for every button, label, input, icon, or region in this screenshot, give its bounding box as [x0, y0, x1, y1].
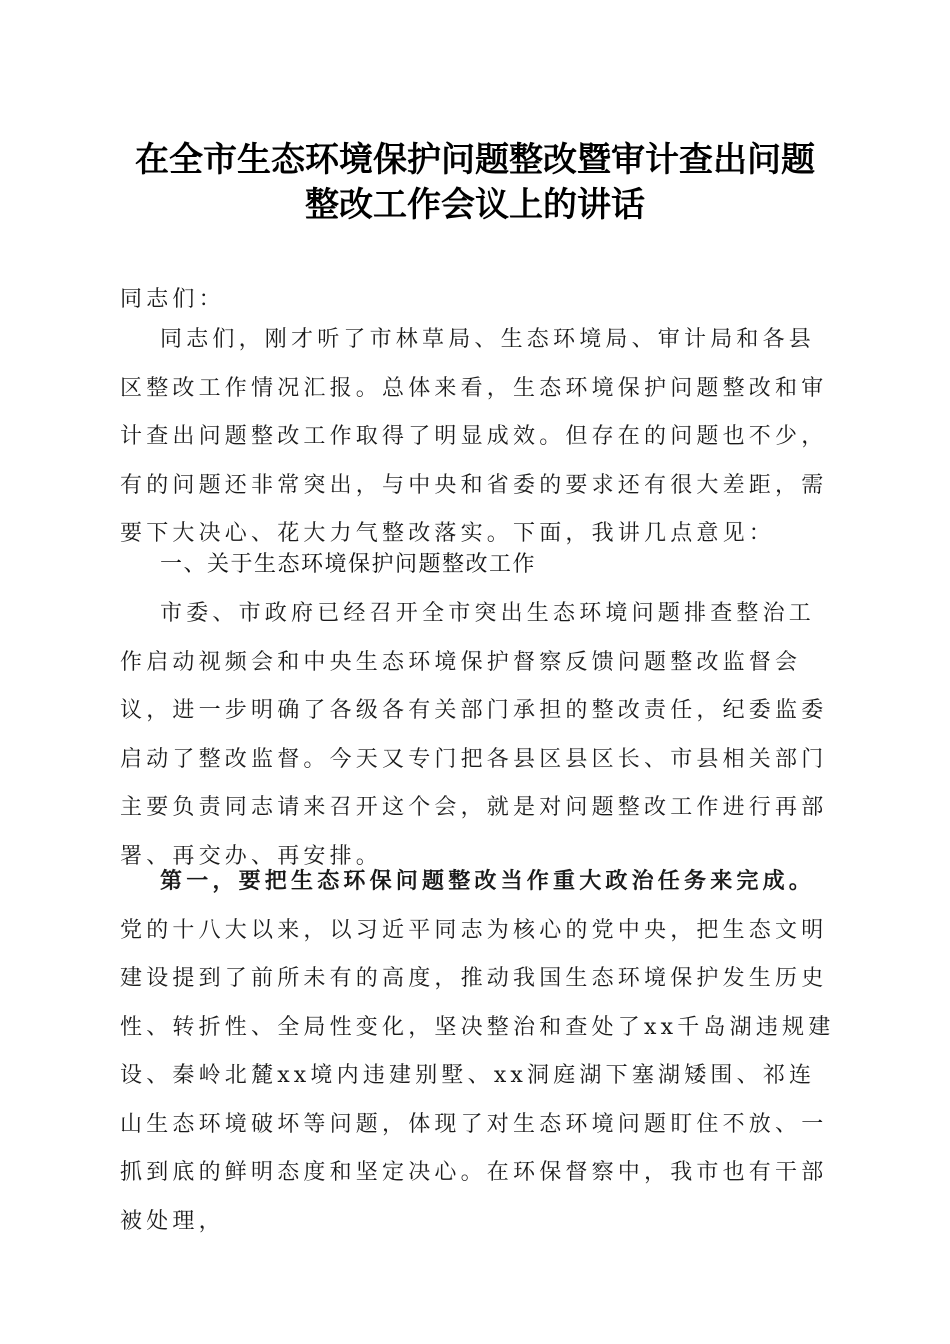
section-heading-1: 一、关于生态环境保护问题整改工作	[160, 552, 537, 577]
document-title-line-2: 整改工作会议上的讲话	[305, 185, 645, 225]
paragraph-3-rest: 党的十八大以来，以习近平同志为核心的党中央，把生态文明建设提到了前所未有的高度，推动我国生态环境保护发生历史性、转折性、全局性变化，坚决整治和查处了xx千岛湖违规建设、秦岭北麓xx境内违建别墅、xx洞庭湖下塞湖矮围、祁连山生态环境破坏等问题，体现了对生态环境问题盯住不放、一抓到底的鲜明态度和坚定决心。在环保督察中，我市也有干部被处理，	[120, 917, 835, 1234]
paragraph-1: 同志们，刚才听了市林草局、生态环境局、审计局和各县区整改工作情况汇报。总体来看，生态环境保护问题整改和审计查出问题整改工作取得了明显成效。但存在的问题也不少，有的问题还非常突出，与中央和省委的要求还有很大差距，需要下大决心、花大力气整改落实。下面，我讲几点意见：	[120, 327, 828, 546]
paragraph-3-lead: 第一，要把生态环保问题整改当作重大政治任务来完成。	[160, 868, 816, 894]
paragraph-2: 市委、市政府已经召开全市突出生态环境问题排查整治工作启动视频会和中央生态环境保护督察反馈问题整改监督会议，进一步明确了各级各有关部门承担的整改责任，纪委监委启动了整改监督。今天又专门把各县区县区长、市县相关部门主要负责同志请来召开这个会，就是对问题整改工作进行再部署、再交办、再安排。	[120, 601, 828, 869]
greeting: 同志们：	[120, 287, 225, 312]
paragraph-3	[120, 857, 840, 1246]
document-title-line-1: 在全市生态环境保护问题整改暨审计查出问题	[135, 140, 815, 180]
